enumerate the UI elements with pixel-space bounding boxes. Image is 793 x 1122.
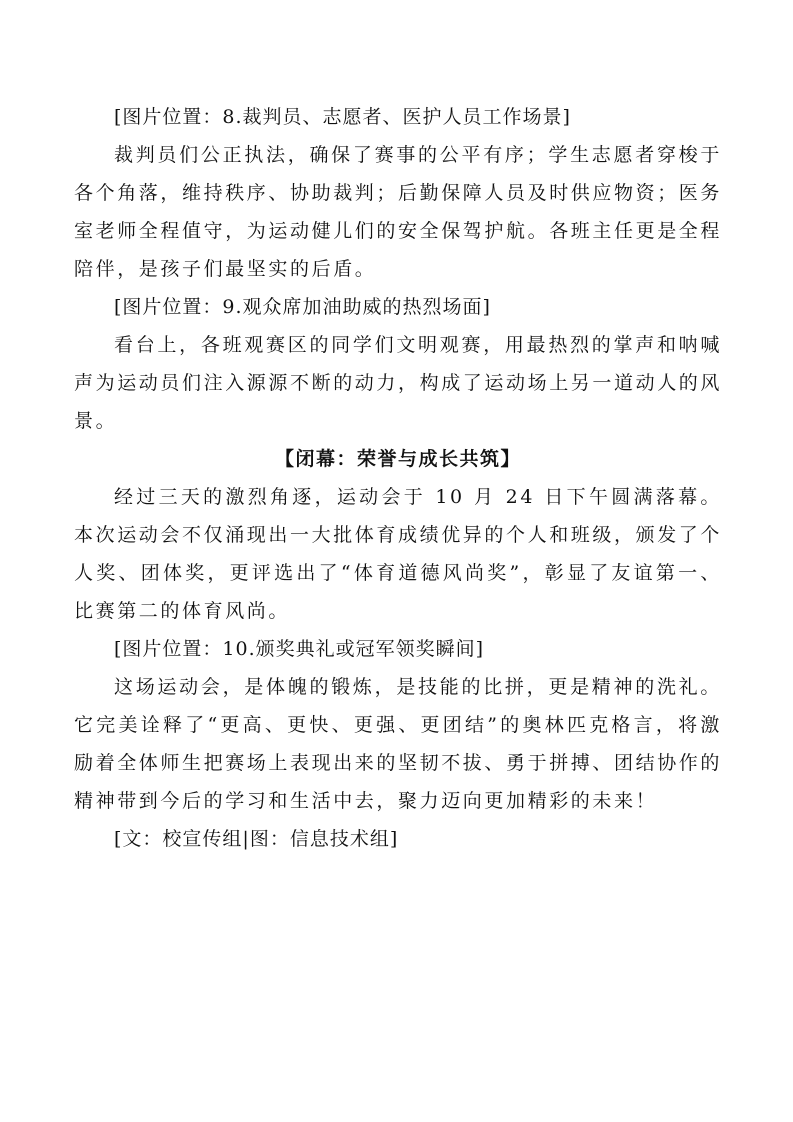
- section-heading-closing: 【闭幕：荣誉与成长共筑】: [274, 448, 521, 470]
- staff-paragraph: 裁判员们公正执法，确保了赛事的公平有序；学生志愿者穿梭于各个角落，维持秩序、协助裁判；后勤保障人员及时供应物资；医务室老师全程值守，为运动健儿们的安全保驾护航。各班主任更是全程陪伴，是孩子们最坚实的后盾。: [74, 144, 723, 280]
- summary-paragraph: 这场运动会，是体魄的锻炼，是技能的比拼，更是精神的洗礼。它完美诠释了“更高、更快、更强、更团结”的奥林匹克格言，将激励着全体师生把赛场上表现出来的坚韧不拔、勇于拼搏、团结协作的精神带到今后的学习和生活中去，聚力迈向更加精彩的未来！: [74, 676, 723, 812]
- audience-paragraph: 看台上，各班观赛区的同学们文明观赛，用最热烈的掌声和呐喊声为运动员们注入源源不断的动力，构成了运动场上另一道动人的风景。: [74, 334, 723, 432]
- image-placeholder-10: [图片位置：10.颁奖典礼或冠军领奖瞬间]: [114, 638, 485, 660]
- document-body: [74, 98, 722, 858]
- credits-line: [文：校宣传组|图：信息技术组]: [114, 828, 399, 850]
- image-placeholder-9: [图片位置：9.观众席加油助威的热烈场面]: [114, 296, 491, 318]
- image-placeholder-8: [图片位置：8.裁判员、志愿者、医护人员工作场景]: [114, 106, 571, 128]
- closing-paragraph: 经过三天的激烈角逐，运动会于 10 月 24 日下午圆满落幕。本次运动会不仅涌现出一大批体育成绩优异的个人和班级，颁发了个人奖、团体奖，更评选出了“体育道德风尚奖”，彰显了友谊第一、比赛第二的体育风尚。: [74, 486, 723, 622]
